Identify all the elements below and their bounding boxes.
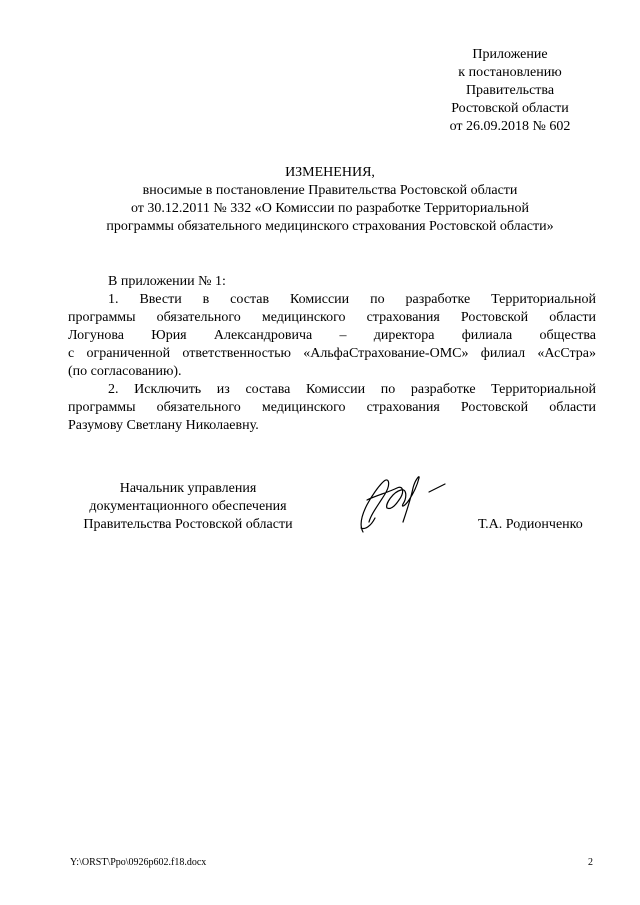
item-1-line: Логунова Юрия Александровича – директора филиала общества: [68, 328, 596, 343]
appendix-line: от 26.09.2018 № 602: [449, 119, 571, 134]
position-line: Правительства Ростовской области: [83, 517, 293, 532]
item-1: [68, 291, 596, 381]
appendix-line: Правительства: [465, 83, 555, 98]
heading-line: от 30.12.2011 № 332 «О Комиссии по разработке Территориальной: [130, 201, 530, 216]
signer-name: Т.А. Родионченко: [478, 517, 583, 532]
item-1-line: 1. Ввести в состав Комиссии по разработке Территориальной: [108, 292, 596, 307]
footer-page-number: 2: [588, 857, 593, 868]
appendix-header: [420, 46, 600, 136]
position-line: Начальник управления: [119, 481, 257, 496]
item-1-line: (по согласованию).: [68, 364, 182, 379]
item-2-line: 2. Исключить из состава Комиссии по разработке Территориальной: [108, 382, 596, 397]
heading-line: вносимые в постановление Правительства Ростовской области: [142, 183, 518, 198]
item-1-line: с ограниченной ответственностью «АльфаСтрахование-ОМС» филиал «АсСтра»: [68, 346, 596, 361]
appendix-line: к постановлению: [458, 65, 562, 80]
item-2: [68, 381, 596, 435]
document-title: ИЗМЕНЕНИЯ,: [285, 165, 375, 180]
intro-line: В приложении № 1:: [108, 274, 226, 289]
document-body: [68, 273, 596, 435]
document-heading: [60, 164, 600, 236]
signer-position: [68, 480, 308, 534]
item-2-line: программы обязательного медицинского страхования Ростовской области: [68, 400, 596, 415]
appendix-line: Ростовской области: [451, 101, 569, 116]
position-line: документационного обеспечения: [89, 499, 287, 514]
handwritten-signature: [345, 470, 455, 540]
item-2-line: Разумову Светлану Николаевну.: [68, 418, 259, 433]
item-1-line: программы обязательного медицинского страхования Ростовской области: [68, 310, 596, 325]
heading-line: программы обязательного медицинского страхования Ростовской области»: [106, 219, 554, 234]
footer-file-path: Y:\ORST\Ppo\0926p602.f18.docx: [70, 857, 207, 868]
appendix-line: Приложение: [472, 47, 548, 62]
